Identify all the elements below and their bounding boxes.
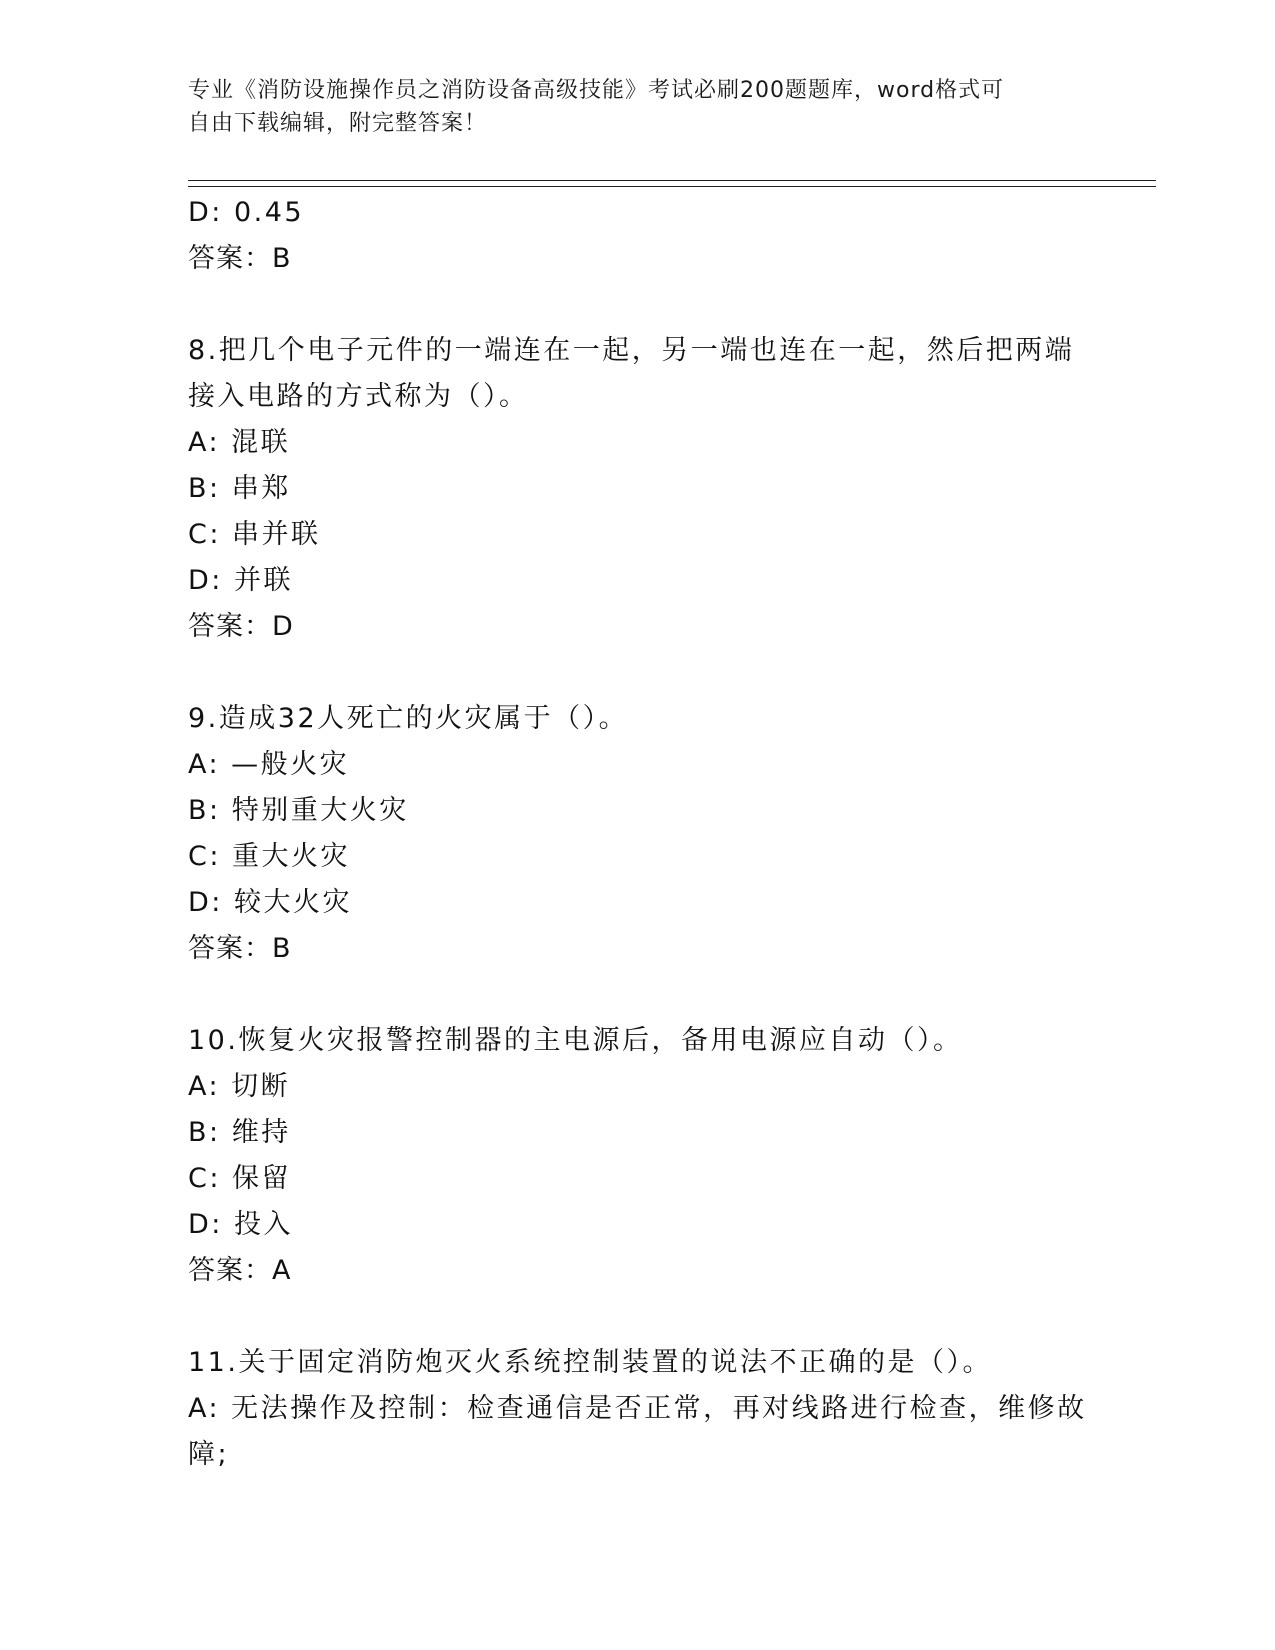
header-divider-top <box>188 180 1156 181</box>
question-list <box>188 190 1088 1478</box>
document-header <box>188 74 1068 140</box>
option-d: D: 0.45 <box>188 197 305 228</box>
option-d: D: 较大火灾 <box>188 887 352 918</box>
answer-line: 答案：B <box>188 243 292 274</box>
question-10 <box>188 1018 1088 1294</box>
header-line-2: 自由下载编辑，附完整答案！ <box>188 111 488 136</box>
option-b: B: 特别重大火灾 <box>188 795 409 826</box>
option-c: C: 重大火灾 <box>188 841 351 872</box>
question-8 <box>188 328 1088 650</box>
answer-line: 答案：D <box>188 611 294 642</box>
question-stem: 9.造成32人死亡的火灾属于（）。 <box>188 703 629 734</box>
question-stem: 11.关于固定消防炮灭火系统控制装置的说法不正确的是（）。 <box>188 1347 992 1378</box>
question-stem: 10.恢复火灾报警控制器的主电源后，备用电源应自动（）。 <box>188 1025 963 1056</box>
option-a: A: —般火灾 <box>188 749 350 780</box>
header-divider-bottom <box>188 186 1156 187</box>
previous-question-tail <box>188 190 1088 282</box>
question-stem: 8.把几个电子元件的一端连在一起，另一端也连在一起，然后把两端 <box>188 335 1075 366</box>
option-a-continued: 障; <box>188 1439 230 1470</box>
option-d: D: 并联 <box>188 565 293 596</box>
answer-line: 答案：B <box>188 933 292 964</box>
option-b: B: 串郑 <box>188 473 291 504</box>
option-a: A: 混联 <box>188 427 291 458</box>
question-11 <box>188 1340 1088 1478</box>
option-b: B: 维持 <box>188 1117 291 1148</box>
question-stem-continued: 接入电路的方式称为（）。 <box>188 381 529 412</box>
option-a: A: 无法操作及控制：检查通信是否正常，再对线路进行检查，维修故 <box>188 1393 1087 1424</box>
question-9 <box>188 696 1088 972</box>
option-d: D: 投入 <box>188 1209 293 1240</box>
option-c: C: 保留 <box>188 1163 292 1194</box>
answer-line: 答案：A <box>188 1255 292 1286</box>
option-a: A: 切断 <box>188 1071 291 1102</box>
option-c: C: 串并联 <box>188 519 321 550</box>
header-line-1: 专业《消防设施操作员之消防设备高级技能》考试必刷200题题库，word格式可 <box>188 78 1005 103</box>
